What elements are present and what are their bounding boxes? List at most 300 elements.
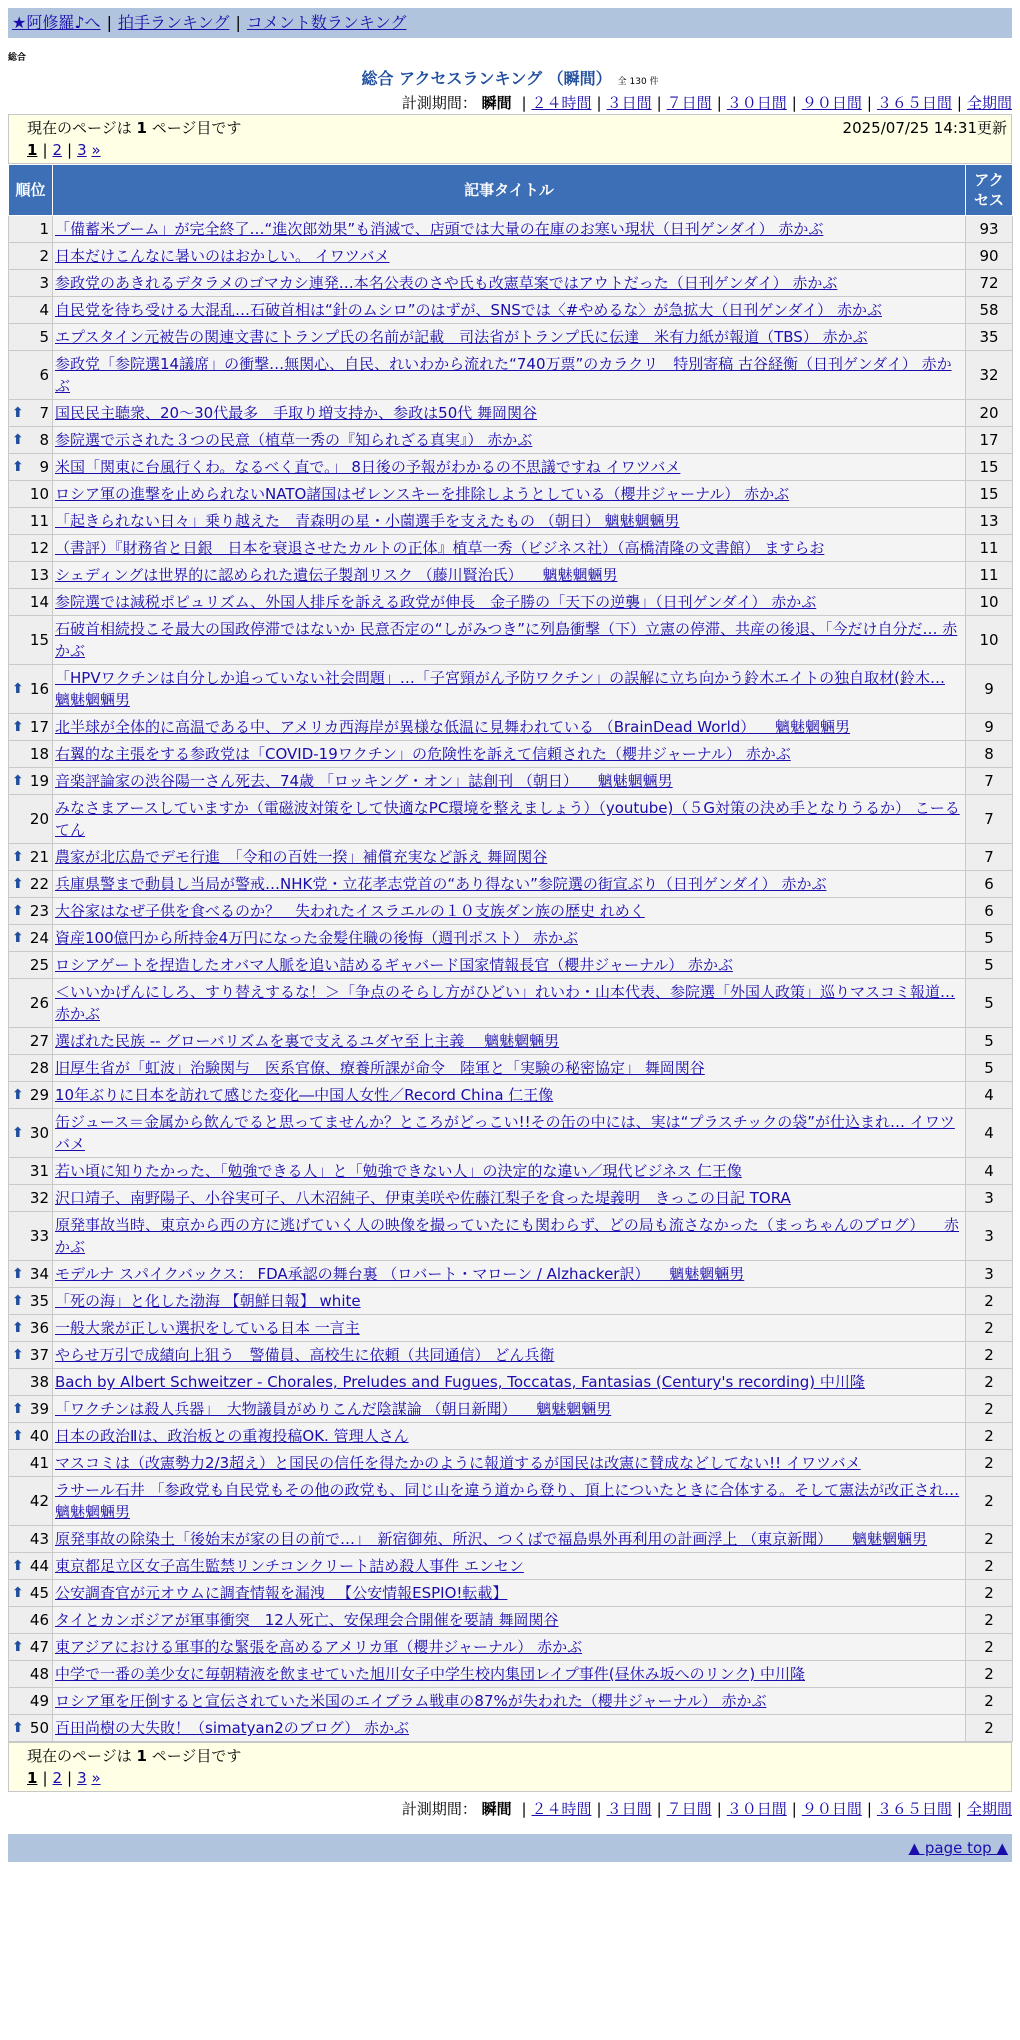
title-cell [53, 400, 966, 427]
table-row [9, 1450, 1013, 1477]
rank-number: 27 [29, 1032, 49, 1050]
article-link[interactable]: モデルナ スパイクバックス： FDA承認の舞台裏 （ロバート・マローン / Alzhacker訳） 魑魅魍魎男 [55, 1265, 745, 1283]
article-link[interactable]: 音楽評論家の渋谷陽一さん死去、74歳 「ロッキング・オン」誌創刊 （朝日） 魑魅魍魎男 [55, 772, 673, 790]
up-arrow-icon: ⬆ [12, 459, 24, 475]
access-count: 2 [966, 1450, 1013, 1477]
rank-number: 3 [39, 274, 49, 292]
article-link[interactable]: みなさまアースしていますか（電磁波対策をして快適なPC環境を整えましょう）（youtube)（５G対策の決め手となりうるか） こーるてん [55, 799, 960, 839]
period-link[interactable]: ３６５日間 [876, 1800, 952, 1818]
period-link[interactable]: ９０日間 [801, 94, 862, 112]
access-count: 2 [966, 1634, 1013, 1661]
table-row [9, 616, 1013, 665]
access-count: 13 [966, 508, 1013, 535]
access-count: 2 [966, 1661, 1013, 1688]
page-link[interactable]: 3 [77, 1769, 87, 1787]
access-count: 2 [966, 1607, 1013, 1634]
article-link[interactable]: 資産100億円から所持金4万円になった金髪住職の後悔（週刊ポスト） 赤かぶ [55, 929, 578, 947]
period-link[interactable]: 全期間 [966, 94, 1012, 112]
pagination [27, 139, 1011, 161]
table-row [9, 1055, 1013, 1082]
page-status: 現在のページは 1 ページ目です [27, 119, 242, 137]
table-row [9, 297, 1013, 324]
title-cell [53, 1055, 966, 1082]
rank-cell [9, 270, 53, 297]
rank-number: 33 [29, 1227, 49, 1245]
table-row [9, 1315, 1013, 1342]
up-arrow-icon: ⬆ [12, 849, 24, 865]
period-separator: | [866, 1800, 872, 1818]
table-row [9, 979, 1013, 1028]
rank-number: 38 [29, 1373, 49, 1391]
up-arrow-icon: ⬆ [12, 1266, 24, 1282]
table-row [9, 1261, 1013, 1288]
article-link[interactable]: ロシアゲートを捏造したオバマ人脈を追い詰めるギャバード国家情報長官（櫻井ジャーナル） 赤かぶ [55, 956, 733, 974]
article-link[interactable]: ラサール石井 「参政党も自民党もその他の政党も、同じ山を違う道から登り、頂上についたときに合体する。そして憲法が改正され… 魑魅魍魎男 [55, 1481, 960, 1521]
updated-time: 2025/07/25 14:31更新 [842, 119, 1007, 137]
rank-cell [9, 714, 53, 741]
title-cell [53, 270, 966, 297]
access-count: 2 [966, 1288, 1013, 1315]
article-link[interactable]: 「ワクチンは殺人兵器」 大物議員がめりこんだ陰謀論 （朝日新聞） 魑魅魍魎男 [55, 1400, 612, 1418]
access-count: 2 [966, 1396, 1013, 1423]
access-count: 7 [966, 768, 1013, 795]
access-count: 6 [966, 871, 1013, 898]
period-link[interactable]: 全期間 [966, 1800, 1012, 1818]
article-link[interactable]: 中学で一番の美少女に毎朝精液を飲ませていた旭川女子中学生校内集団レイプ事件(昼休み坂へのリンク) 中川隆 [55, 1665, 805, 1683]
rank-cell [9, 589, 53, 616]
title-cell [53, 1477, 966, 1526]
access-count: 20 [966, 400, 1013, 427]
period-separator: | [521, 1800, 527, 1818]
access-count: 7 [966, 795, 1013, 844]
rank-number: 46 [29, 1611, 49, 1629]
rank-cell [9, 844, 53, 871]
up-arrow-icon: ⬆ [12, 1720, 24, 1736]
article-link[interactable]: 自民党を待ち受ける大混乱…石破首相は“針のムシロ”のはずが、SNSでは〈#やめるな〉が急拡大（日刊ゲンダイ） 赤かぶ [55, 301, 882, 319]
rank-number: 19 [29, 772, 49, 790]
table-row [9, 925, 1013, 952]
rank-number: 36 [29, 1319, 49, 1337]
article-link[interactable]: 公安調査官が元オウムに調査情報を漏洩 【公安情報ESPIO!転載】 [55, 1584, 508, 1602]
rank-cell [9, 1082, 53, 1109]
article-link[interactable]: 大谷家はなぜ子供を食べるのか？ 失われたイスラエルの１０支族ダン族の歴史 れめく [55, 902, 645, 920]
up-arrow-icon: ⬆ [12, 1428, 24, 1444]
article-link[interactable]: 旧厚生省が「虹波」治験関与 医系官僚、療養所課が命令 陸軍と「実験の秘密協定」 舞岡関谷 [55, 1059, 705, 1077]
access-count: 7 [966, 844, 1013, 871]
access-count: 4 [966, 1109, 1013, 1158]
period-link[interactable]: ２４時間 [531, 1800, 592, 1818]
rank-cell [9, 1553, 53, 1580]
table-row [9, 1109, 1013, 1158]
period-label: 計測期間： [401, 94, 477, 112]
article-link[interactable]: ロシア軍を圧倒すると宣伝されていた米国のエイブラム戦車の87%が失われた（櫻井ジャーナル） 赤かぶ [55, 1692, 767, 1710]
title-cell [53, 844, 966, 871]
rank-number: 34 [29, 1265, 49, 1283]
title-cell [53, 1450, 966, 1477]
access-count: 10 [966, 616, 1013, 665]
rank-number: 4 [39, 301, 49, 319]
table-row [9, 665, 1013, 714]
period-link[interactable]: ７日間 [666, 94, 712, 112]
period-separator: | [716, 94, 722, 112]
article-link[interactable]: タイとカンボジアが軍事衝突 12人死亡、安保理会合開催を要請 舞岡関谷 [55, 1611, 559, 1629]
article-link[interactable]: 10年ぶりに日本を訪れて感じた変化―中国人女性／Record China 仁王像 [55, 1086, 554, 1104]
rank-cell [9, 481, 53, 508]
nav-link-asyura[interactable]: ★阿修羅♪へ [12, 13, 101, 32]
article-link[interactable]: 缶ジュース＝金属から飲んでると思ってませんか？ところがどっこい!!その缶の中には、実は“プラスチックの袋”が仕込まれ… イワツバメ [55, 1113, 955, 1153]
up-arrow-icon: ⬆ [12, 1125, 24, 1141]
article-link[interactable]: 国民民主聴衆、20～30代最多 手取り増支持か、参政は50代 舞岡関谷 [55, 404, 538, 422]
nav-link-applause-ranking[interactable]: 拍手ランキング [117, 13, 230, 32]
title-cell [53, 1661, 966, 1688]
article-link[interactable]: 兵庫県警まで動員し当局が警戒…NHK党・立花孝志党首の“あり得ない”参院選の街宣ぶり（日刊ゲンダイ） 赤かぶ [55, 875, 827, 893]
page-link[interactable]: 2 [52, 141, 63, 159]
article-link[interactable]: （書評）『財務省と日銀 日本を衰退させたカルトの正体』植草一秀（ビジネス社）（高橋清隆の文書館） ますらお [55, 539, 825, 557]
rank-cell [9, 1342, 53, 1369]
rank-cell [9, 535, 53, 562]
page-title: 総合 アクセスランキング （瞬間） [361, 69, 612, 88]
nav-separator: | [106, 13, 112, 32]
nav-separator: | [235, 13, 241, 32]
table-row [9, 400, 1013, 427]
period-separator: | [521, 94, 527, 112]
rank-number: 35 [29, 1292, 49, 1310]
article-link[interactable]: 日本の政治Ⅱは、政治板との重複投稿OK. 管理人さん [55, 1427, 409, 1445]
table-row [9, 1396, 1013, 1423]
article-link[interactable]: 日本だけこんなに暑いのはおかしい。 イワツバメ [55, 247, 390, 265]
article-link[interactable]: 「備蓄米ブーム」が完全終了…“進次郎効果”も消滅で、店頭では大量の在庫のお寒い現状（日刊ゲンダイ） 赤かぶ [55, 220, 824, 238]
up-arrow-icon: ⬆ [12, 1585, 24, 1601]
rank-number: 41 [29, 1454, 49, 1472]
period-separator: | [791, 94, 797, 112]
access-count: 15 [966, 481, 1013, 508]
access-count: 2 [966, 1369, 1013, 1396]
table-row [9, 270, 1013, 297]
rank-number: 20 [29, 810, 49, 828]
title-cell [53, 1688, 966, 1715]
period-separator: | [956, 1800, 962, 1818]
rank-number: 26 [29, 994, 49, 1012]
page-status: 現在のページは 1 ページ目です [27, 1747, 242, 1765]
rank-number: 6 [39, 366, 49, 384]
title-cell [53, 768, 966, 795]
title-cell [53, 351, 966, 400]
period-link[interactable]: ９０日間 [801, 1800, 862, 1818]
article-link[interactable]: 百田尚樹の大失敗！（simatyan2のブログ） 赤かぶ [55, 1719, 410, 1737]
article-link[interactable]: マスコミは（改憲勢力2/3超え）と国民の信任を得たかのように報道するが国民は改憲に賛成などしてない!! イワツバメ [55, 1454, 861, 1472]
title-cell [53, 741, 966, 768]
title-cell [53, 795, 966, 844]
article-link[interactable]: 選ばれた民族 -- グローバリズムを裏で支えるユダヤ至上主義 魑魅魍魎男 [55, 1032, 560, 1050]
access-count: 11 [966, 562, 1013, 589]
rank-number: 43 [29, 1530, 49, 1548]
article-link[interactable]: 原発事故の除染土「後始末が家の目の前で…」 新宿御苑、所沢、つくばで福島県外再利用の計画浮上 （東京新聞） 魑魅魍魎男 [55, 1530, 928, 1548]
rank-number: 31 [29, 1162, 49, 1180]
access-count: 2 [966, 1553, 1013, 1580]
article-link[interactable]: 参政党のあきれるデタラメのゴマカシ連発…本名公表のさや氏も改憲草案ではアウトだった（日刊ゲンダイ） 赤かぶ [55, 274, 838, 292]
access-count: 2 [966, 1423, 1013, 1450]
up-arrow-icon: ⬆ [12, 719, 24, 735]
rank-number: 12 [29, 539, 49, 557]
rank-cell [9, 1369, 53, 1396]
table-row [9, 589, 1013, 616]
title-cell [53, 665, 966, 714]
period-link[interactable]: ３日間 [606, 1800, 652, 1818]
access-count: 32 [966, 351, 1013, 400]
period-separator: | [956, 94, 962, 112]
table-row [9, 768, 1013, 795]
title-cell [53, 1526, 966, 1553]
access-count: 2 [966, 1315, 1013, 1342]
rank-number: 17 [29, 718, 49, 736]
title-cell [53, 1082, 966, 1109]
period-link[interactable]: ３０日間 [726, 1800, 787, 1818]
table-row [9, 1477, 1013, 1526]
table-row [9, 351, 1013, 400]
rank-number: 22 [29, 875, 49, 893]
rank-cell [9, 454, 53, 481]
rank-number: 9 [39, 458, 49, 476]
article-link[interactable]: 「HPVワクチンは自分しか追っていない社会問題」…「子宮頸がん予防ワクチン」の誤解に立ち向かう鈴木エイトの独自取材(鈴木… 魑魅魍魎男 [55, 669, 945, 709]
title-cell [53, 216, 966, 243]
title-cell [53, 952, 966, 979]
access-count: 58 [966, 297, 1013, 324]
rank-cell [9, 1688, 53, 1715]
access-count: 9 [966, 665, 1013, 714]
table-row [9, 1158, 1013, 1185]
access-count: 10 [966, 589, 1013, 616]
title-cell [53, 1315, 966, 1342]
rank-number: 7 [39, 404, 49, 422]
table-row [9, 795, 1013, 844]
header-rank: 順位 [9, 165, 53, 216]
title-cell [53, 714, 966, 741]
article-link[interactable]: Bach by Albert Schweitzer - Chorales, Preludes and Fugues, Toccatas, Fantasias (Century's recording) 中川隆 [55, 1373, 865, 1391]
rank-number: 30 [29, 1124, 49, 1142]
period-link[interactable]: ７日間 [666, 1800, 712, 1818]
page-link[interactable]: 2 [52, 1769, 63, 1787]
period-separator: | [596, 94, 602, 112]
rank-cell [9, 1109, 53, 1158]
access-count: 2 [966, 1715, 1013, 1742]
rank-cell [9, 1634, 53, 1661]
rank-number: 40 [29, 1427, 49, 1445]
period-link[interactable]: ３６５日間 [876, 94, 952, 112]
article-link[interactable]: 右翼的な主張をする参政党は「COVID-19ワクチン」の危険性を訴えて信頼された（櫻井ジャーナル） 赤かぶ [55, 745, 791, 763]
title-cell [53, 1423, 966, 1450]
table-row [9, 1607, 1013, 1634]
title-cell [53, 1028, 966, 1055]
ranking-title-line [8, 68, 1012, 90]
access-count: 3 [966, 1212, 1013, 1261]
rank-number: 11 [29, 512, 49, 530]
table-row [9, 714, 1013, 741]
article-link[interactable]: 原発事故当時、東京から西の方に逃げていく人の映像を撮っていたにも関わらず、どの局も流さなかった（まっちゃんのブログ） 赤かぶ [55, 1216, 960, 1256]
next-page-link[interactable]: » [91, 1769, 101, 1787]
rank-cell [9, 297, 53, 324]
table-row [9, 871, 1013, 898]
table-row [9, 324, 1013, 351]
article-link[interactable]: 「死の海」と化した渤海 【朝鮮日報】 white [55, 1292, 361, 1310]
access-count: 6 [966, 898, 1013, 925]
total-count: 全 130 件 [617, 77, 659, 87]
article-link[interactable]: 参政党「参院選14議席」の衝撃…無関心、自民、れいわから流れた“740万票”のカラクリ 特別寄稿 古谷経衡（日刊ゲンダイ） 赤かぶ [55, 355, 952, 395]
article-link[interactable]: 「起きられない日々」乗り越えた 青森明の星・小薗選手を支えたもの （朝日） 魑魅魍魎男 [55, 512, 680, 530]
rank-number: 16 [29, 680, 49, 698]
up-arrow-icon: ⬆ [12, 1347, 24, 1363]
rank-number: 50 [29, 1719, 49, 1737]
access-count: 5 [966, 1028, 1013, 1055]
top-navigation-bar [8, 8, 1012, 38]
rank-cell [9, 1580, 53, 1607]
rank-cell [9, 1477, 53, 1526]
rank-cell [9, 1715, 53, 1742]
table-row [9, 1288, 1013, 1315]
access-count: 5 [966, 1055, 1013, 1082]
table-row [9, 952, 1013, 979]
access-count: 35 [966, 324, 1013, 351]
article-link[interactable]: 若い頃に知りたかった、「勉強できる人」と「勉強できない人」の決定的な違い／現代ビジネス 仁王像 [55, 1162, 742, 1180]
article-link[interactable]: シェディングは世界的に認められた遺伝子製剤リスク （藤川賢治氏） 魑魅魍魎男 [55, 566, 618, 584]
table-row [9, 508, 1013, 535]
rank-number: 14 [29, 593, 49, 611]
next-page-link[interactable]: » [91, 141, 101, 159]
rank-cell [9, 1607, 53, 1634]
access-count: 90 [966, 243, 1013, 270]
title-cell [53, 925, 966, 952]
up-arrow-icon: ⬆ [12, 773, 24, 789]
article-link[interactable]: 農家が北広島でデモ行進 「令和の百姓一揆」補償充実など訴え 舞岡関谷 [55, 848, 548, 866]
rank-cell [9, 1661, 53, 1688]
article-link[interactable]: 北半球が全体的に高温である中、アメリカ西海岸が異様な低温に見舞われている （BrainDead World） 魑魅魍魎男 [55, 718, 851, 736]
table-row [9, 1028, 1013, 1055]
rank-number: 21 [29, 848, 49, 866]
title-cell [53, 871, 966, 898]
article-link[interactable]: エプスタイン元被告の関連文書にトランプ氏の名前が記載 司法省がトランプ氏に伝達 米有力紙が報道（TBS） 赤かぶ [55, 328, 868, 346]
article-link[interactable]: ロシア軍の進撃を止められないNATO諸国はゼレンスキーを排除しようとしている（櫻井ジャーナル） 赤かぶ [55, 485, 790, 503]
rank-number: 47 [29, 1638, 49, 1656]
title-cell [53, 1185, 966, 1212]
rank-cell [9, 1055, 53, 1082]
rank-number: 1 [39, 220, 49, 238]
access-count: 8 [966, 741, 1013, 768]
title-cell [53, 898, 966, 925]
table-row [9, 481, 1013, 508]
article-link[interactable]: ＜いいかげんにしろ、すり替えするな！＞「争点のそらし方がひどい」れいわ・山本代表、参院選「外国人政策」巡りマスコミ報道… 赤かぶ [55, 983, 956, 1023]
article-link[interactable]: 東京都足立区女子高生監禁リンチコンクリート詰め殺人事件 エンセン [55, 1557, 524, 1575]
rank-number: 48 [29, 1665, 49, 1683]
article-link[interactable]: 米国「関東に台風行くわ。なるべく直で。」 8日後の予報がわかるの不思議ですね イワツバメ [55, 458, 681, 476]
rank-cell [9, 795, 53, 844]
period-label: 計測期間： [401, 1800, 477, 1818]
title-cell [53, 508, 966, 535]
title-cell [53, 1634, 966, 1661]
rank-number: 8 [39, 431, 49, 449]
article-link[interactable]: やらせ万引で成績向上狙う 警備員、高校生に依頼（共同通信） どん兵衛 [55, 1346, 555, 1364]
table-row [9, 1715, 1013, 1742]
title-cell [53, 297, 966, 324]
title-cell [53, 1369, 966, 1396]
rank-number: 15 [29, 631, 49, 649]
up-arrow-icon: ⬆ [12, 681, 24, 697]
article-link[interactable]: 参院選では減税ポピュリズム、外国人排斥を訴える政党が伸長 金子勝の「天下の逆襲」（日刊ゲンダイ） 赤かぶ [55, 593, 817, 611]
title-cell [53, 589, 966, 616]
article-link[interactable]: 東アジアにおける軍事的な緊張を高めるアメリカ軍（櫻井ジャーナル） 赤かぶ [55, 1638, 583, 1656]
up-arrow-icon: ⬆ [12, 903, 24, 919]
table-row [9, 1580, 1013, 1607]
table-row [9, 243, 1013, 270]
up-arrow-icon: ⬆ [12, 1293, 24, 1309]
title-cell [53, 243, 966, 270]
rank-number: 29 [29, 1086, 49, 1104]
rank-cell [9, 871, 53, 898]
rank-cell [9, 741, 53, 768]
table-row [9, 454, 1013, 481]
access-count: 2 [966, 1526, 1013, 1553]
pager-box-bottom [8, 1742, 1012, 1792]
period-link[interactable]: ３日間 [606, 94, 652, 112]
title-cell [53, 1288, 966, 1315]
rank-number: 39 [29, 1400, 49, 1418]
up-arrow-icon: ⬆ [12, 1558, 24, 1574]
up-arrow-icon: ⬆ [12, 405, 24, 421]
table-row [9, 562, 1013, 589]
table-row [9, 898, 1013, 925]
rank-cell [9, 562, 53, 589]
rank-number: 28 [29, 1059, 49, 1077]
article-link[interactable]: 石破首相続投こそ最大の国政停滞ではないか 民意否定の“しがみつき”に列島衝撃（下）立憲の停滞、共産の後退、「今だけ自分だ… 赤かぶ [55, 620, 958, 660]
rank-cell [9, 508, 53, 535]
page-current: 1 [27, 1769, 38, 1787]
rank-number: 5 [39, 328, 49, 346]
period-separator: | [656, 1800, 662, 1818]
article-link[interactable]: 一般大衆が正しい選択をしている日本 一言主 [55, 1319, 360, 1337]
title-cell [53, 1212, 966, 1261]
rank-cell [9, 1212, 53, 1261]
page-separator: | [67, 141, 73, 159]
header-count: アクセス [966, 165, 1013, 216]
table-row [9, 1526, 1013, 1553]
title-cell [53, 1109, 966, 1158]
access-count: 4 [966, 1158, 1013, 1185]
period-separator: | [866, 94, 872, 112]
table-row [9, 741, 1013, 768]
access-count: 72 [966, 270, 1013, 297]
access-count: 5 [966, 952, 1013, 979]
period-link[interactable]: ３０日間 [726, 94, 787, 112]
article-link[interactable]: 参院選で示された３つの民意（植草一秀の『知られざる真実』） 赤かぶ [55, 431, 533, 449]
period-link[interactable]: ２４時間 [531, 94, 592, 112]
title-cell [53, 1158, 966, 1185]
title-cell [53, 1261, 966, 1288]
rank-cell [9, 768, 53, 795]
page-top-link[interactable]: ▲ page top ▲ [908, 1839, 1008, 1857]
rank-number: 32 [29, 1189, 49, 1207]
table-row [9, 1553, 1013, 1580]
period-current: 瞬間 [481, 94, 512, 112]
table-row [9, 216, 1013, 243]
period-selector [8, 92, 1012, 114]
title-cell [53, 1553, 966, 1580]
article-link[interactable]: 沢口靖子、南野陽子、小谷実可子、八木沼純子、伊東美咲や佐藤江梨子を食った堤義明 きっこの日記 TORA [55, 1189, 791, 1207]
access-count: 2 [966, 1580, 1013, 1607]
access-count: 5 [966, 925, 1013, 952]
rank-cell [9, 1315, 53, 1342]
nav-link-comment-ranking[interactable]: コメント数ランキング [246, 13, 407, 32]
rank-number: 45 [29, 1584, 49, 1602]
page-link[interactable]: 3 [77, 141, 87, 159]
period-separator: | [656, 94, 662, 112]
